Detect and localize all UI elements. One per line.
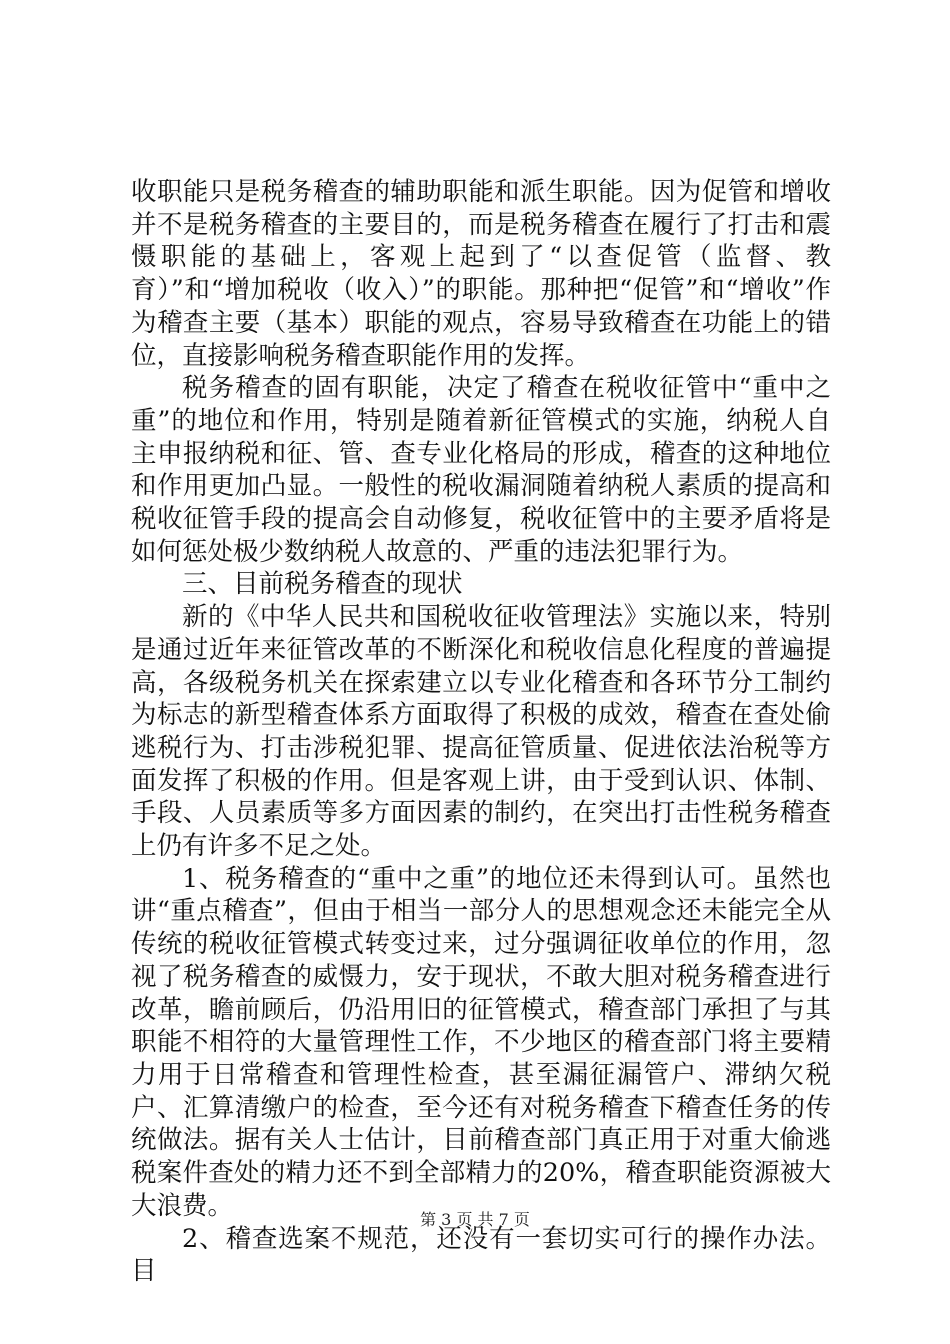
paragraph-3: 新的《中华人民共和国税收征收管理法》实施以来，特别是通过近年来征管改革的不断深化和税收信息化程度的普遍提高，各级税务机关在探索建立以专业化稽查和各环节分工制约为标志的新型稽查体系方面取得了积极的成效，稽查在查处偷逃税行为、打击涉税犯罪、提高征管质量、促进依法治税等方面发挥了积极的作用。但是客观上讲，由于受到认识、体制、手段、人员素质等多方面因素的制约，在突出打击性税务稽查上仍有许多不足之处。 [131,602,831,862]
paragraph-5: 2、稽查选案不规范，还没有一套切实可行的操作办法。目 [131,1223,831,1287]
paragraph-1: 收职能只是税务稽查的辅助职能和派生职能。因为促管和增收并不是税务稽查的主要目的，而是税务稽查在履行了打击和震慑职能的基础上，客观上起到了“以查促管（监督、教育）”和“增加税收（收入）”的职能。那种把“促管”和“增收”作为稽查主要（基本）职能的观点，容易导致稽查在功能上的错位，直接影响税务稽查职能作用的发挥。 [131,177,831,371]
paragraph-2: 税务稽查的固有职能，决定了稽查在税收征管中“重中之重”的地位和作用，特别是随着新征管模式的实施，纳税人自主申报纳税和征、管、查专业化格局的形成，稽查的这种地位和作用更加凸显。一般性的税收漏洞随着纳税人素质的提高和税收征管手段的提高会自动修复，税收征管中的主要矛盾将是如何惩处极少数纳税人故意的、严重的违法犯罪行为。 [131,373,831,567]
document-body [131,176,831,1288]
paragraph-4: 1、税务稽查的“重中之重”的地位还未得到认可。虽然也讲“重点稽查”，但由于相当一部分人的思想观念还未能完全从传统的税收征管模式转变过来，过分强调征收单位的作用，忽视了税务稽查的威慑力，安于现状，不敢大胆对税务稽查进行改革，瞻前顾后，仍沿用旧的征管模式，稽查部门承担了与其职能不相符的大量管理性工作，不少地区的稽查部门将主要精力用于日常稽查和管理性检查，甚至漏征漏管户、滞纳欠税户、汇算清缴户的检查，至今还有对税务稽查下稽查任务的传统做法。据有关人士估计，目前稽查部门真正用于对重大偷逃税案件查处的精力还不到全部精力的20%，稽查职能资源被大大浪费。 [131,863,831,1221]
page-footer: 第 3 页 共 7 页 [420,1210,530,1229]
section-heading: 三、目前税务稽查的现状 [182,569,463,600]
